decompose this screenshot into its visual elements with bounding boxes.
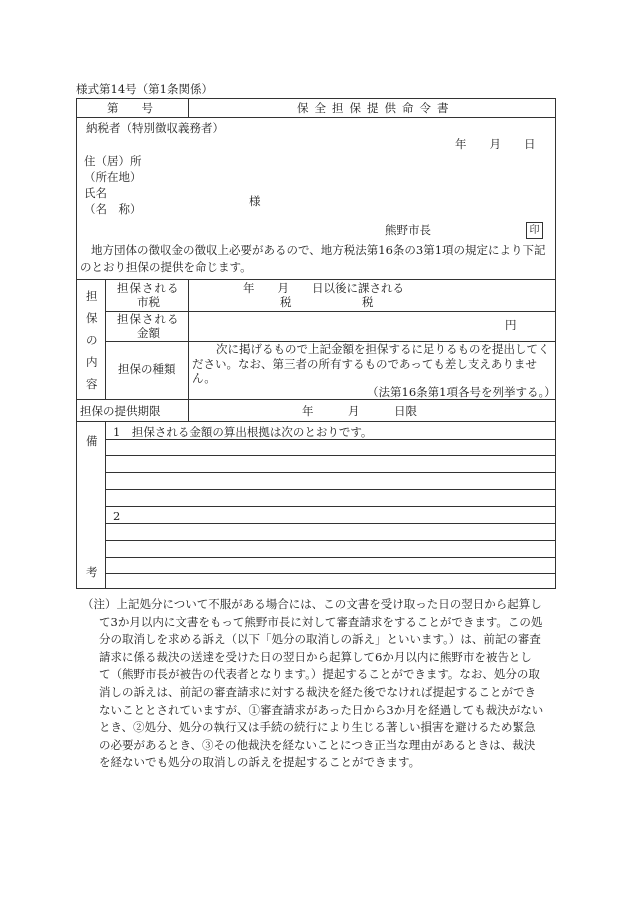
notice-line: 消しの訴えは、前記の審査請求に対する裁決を経た後でなければ提起することができ [99, 684, 536, 699]
side-char-3: の [86, 333, 98, 347]
notice-line: を経ないでも処分の取消しの訴えを提起することができます。 [99, 755, 421, 770]
side-char-4: 内 [86, 355, 98, 369]
document-title: 保全担保提供命令書 [297, 101, 455, 115]
title-label: （名 称） [84, 202, 142, 216]
collateral-type-note: （法第16条第1項各号を列挙する。） [367, 385, 556, 399]
notice-line: て（熊野市長が被告の代表者となります。）提起することができます。なお、処分の取 [99, 667, 540, 682]
number-label: 第 号 [107, 101, 153, 115]
tax-type-2: 税 [362, 295, 374, 309]
form-id: 様式第14号（第1条関係） [76, 82, 213, 96]
notice-line: の必要があるとき、③その他裁決を経ないことにつき正当な理由があるときは、裁決 [99, 737, 536, 752]
location-label: （所在地） [84, 170, 142, 184]
notice-line: とき、②処分、処分の執行又は手続の続行により生じる著しい損害を避けるため緊急 [99, 720, 536, 735]
remarks-item-1: 1 担保される金額の算出根拠は次のとおりです。 [113, 425, 373, 439]
notice-line: 請求に係る裁決の送達を受けた日の翌日から起算して6か月以内に熊野市を被告とし [99, 649, 532, 664]
side-char-1: 担 [86, 289, 98, 303]
issue-date: 年 月 日 [455, 137, 536, 151]
appeal-notice [82, 596, 560, 772]
honorific: 様 [249, 194, 261, 208]
notice-line: ないこととされていますが、①審査請求があった日から3か月を経過しても裁決がない [99, 702, 544, 717]
notice-line: （注）上記処分について不服がある場合には、この文書を受け取った日の翌日から起算し [82, 597, 542, 611]
taxpayer-label: 納税者（特別徴収義務者） [86, 121, 224, 135]
name-label: 氏名 [84, 186, 107, 200]
collateral-type-label: 担保の種類 [118, 362, 176, 376]
remarks-bottom-char: 考 [86, 565, 98, 579]
collateral-type-text: 次に掲げるもので上記金額を担保するに足りるものを提出してください。なお、第三者の所有するものであっても差し支えありません。 [192, 342, 550, 385]
side-char-5: 容 [86, 377, 98, 391]
side-char-2: 保 [86, 311, 98, 325]
notice-line: 分の取消しを求める訴え（以下「処分の取消しの訴え」といいます。）は、前記の審査 [99, 632, 541, 647]
deadline-label: 担保の提供期限 [80, 404, 161, 418]
secured-amount-label-1: 担保される [117, 312, 180, 326]
secured-amount-label-2: 金額 [137, 326, 160, 340]
remarks-top-char: 備 [86, 434, 98, 448]
secured-tax-label-2: 市税 [137, 295, 160, 309]
notice-line: て3か月以内に文書をもって熊野市長に対して審査請求をすることができます。この処 [99, 614, 543, 629]
secured-tax-label-1: 担保される [117, 281, 180, 295]
main-text: 地方団体の徴収金の徴収上必要があるので、地方税法第16条の3第1項の規定により下記のとおり担保の提供を命じます。 [80, 243, 546, 274]
seal-box: 印 [526, 222, 543, 239]
address-label: 住（居）所 [84, 154, 142, 168]
issuer-name: 熊野市長 [385, 223, 431, 237]
remarks-item-2: 2 [113, 509, 121, 523]
deadline-value: 年 月 日限 [302, 404, 417, 418]
tax-type-1: 税 [280, 295, 292, 309]
order-form [76, 98, 556, 589]
amount-unit: 円 [505, 318, 517, 332]
secured-tax-period: 年 月 日以後に課される [243, 281, 404, 295]
